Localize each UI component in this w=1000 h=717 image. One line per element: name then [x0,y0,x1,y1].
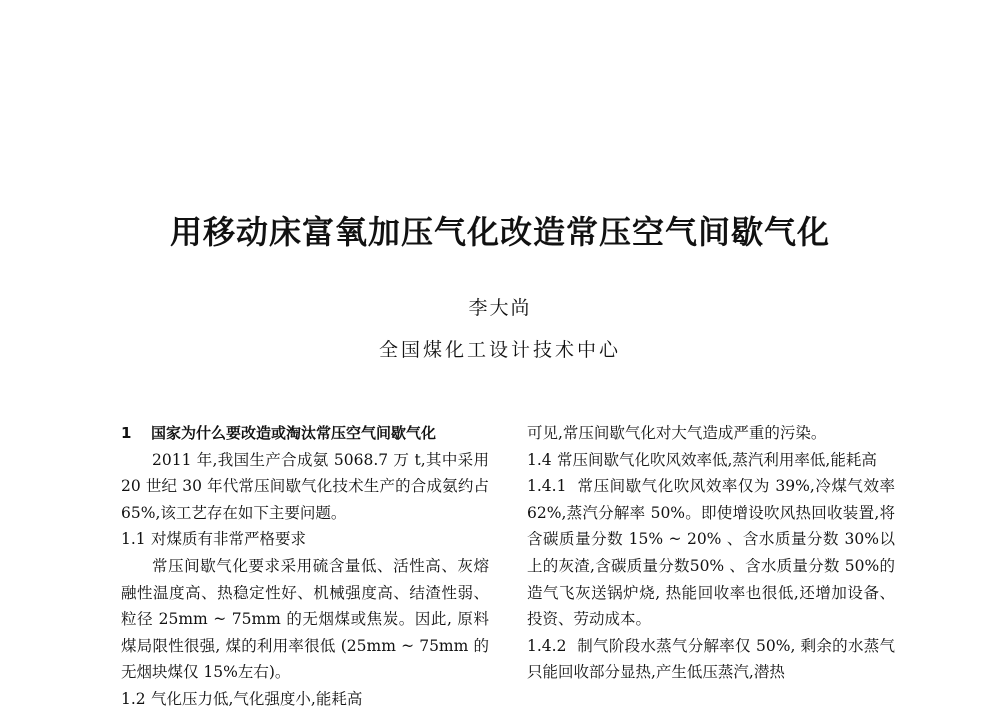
article-title: 用移动床富氧加压气化改造常压空气间歇气化 [169,213,830,251]
subsection-heading [121,686,489,713]
author-name: 李大尚 [468,297,532,319]
body-paragraph: 常压间歇气化要求采用硫含量低、活性高、灰熔融性温度高、热稳定性好、机械强度高、结渣性弱、粒径 25mm ~ 75mm 的无烟煤或焦炭。因此, 原料煤局限性很强, 煤的利用率很低 (25mm ~ 75mm 的无烟块煤仅 15%左右)。 [121,556,489,682]
subsubsection-number: 1.4.2 [527,636,567,655]
subsection-number: 1.1 [121,530,146,549]
left-column [121,420,489,713]
right-column [527,420,895,686]
subsection-heading-text: 气化压力低,气化强度小,能耗高 [151,689,363,708]
subsection-heading [121,526,489,553]
body-paragraph: 2011 年,我国生产合成氨 5068.7 万 t,其中采用 20 世纪 30 年代常压间歇气化技术生产的合成氨约占 65%,该工艺存在如下主要问题。 [121,450,489,522]
subsection-heading-text: 对煤质有非常严格要求 [151,530,307,549]
subsubsection-paragraph [527,473,895,633]
subsection-number: 1.4 [527,450,552,469]
section-heading-text: 国家为什么要改造或淘汰常压空气间歇气化 [151,424,437,442]
subsection-heading-text: 常压间歇气化吹风效率低,蒸汽利用率低,能耗高 [557,450,877,469]
section-heading [121,420,489,447]
subsection-heading [527,447,895,474]
subsection-number: 1.2 [121,689,146,708]
author-affiliation: 全国煤化工设计技术中心 [378,339,621,361]
subsubsection-text: 制气阶段水蒸气分解率仅 50%, 剩余的水蒸气只能回收部分显热,产生低压蒸汽,潜热 [527,636,895,682]
subsubsection-text: 常压间歇气化吹风效率仅为 39%,冷煤气效率 62%,蒸汽分解率 50%。即使增设吹风热回收装置,将含碳质量分数 15% ~ 20% 、含水质量分数 30%以上的灰渣,含碳质量分数50% 、含水质量分数 50%的造气飞灰送锅炉烧, 热能回收率也很低,还增加设备、投资、劳动成本。 [527,477,895,629]
subsubsection-number: 1.4.1 [527,477,567,496]
body-paragraph: 可见,常压间歇气化对大气造成严重的污染。 [527,424,827,442]
section-number: 1 [121,424,132,442]
subsubsection-paragraph [527,633,895,686]
